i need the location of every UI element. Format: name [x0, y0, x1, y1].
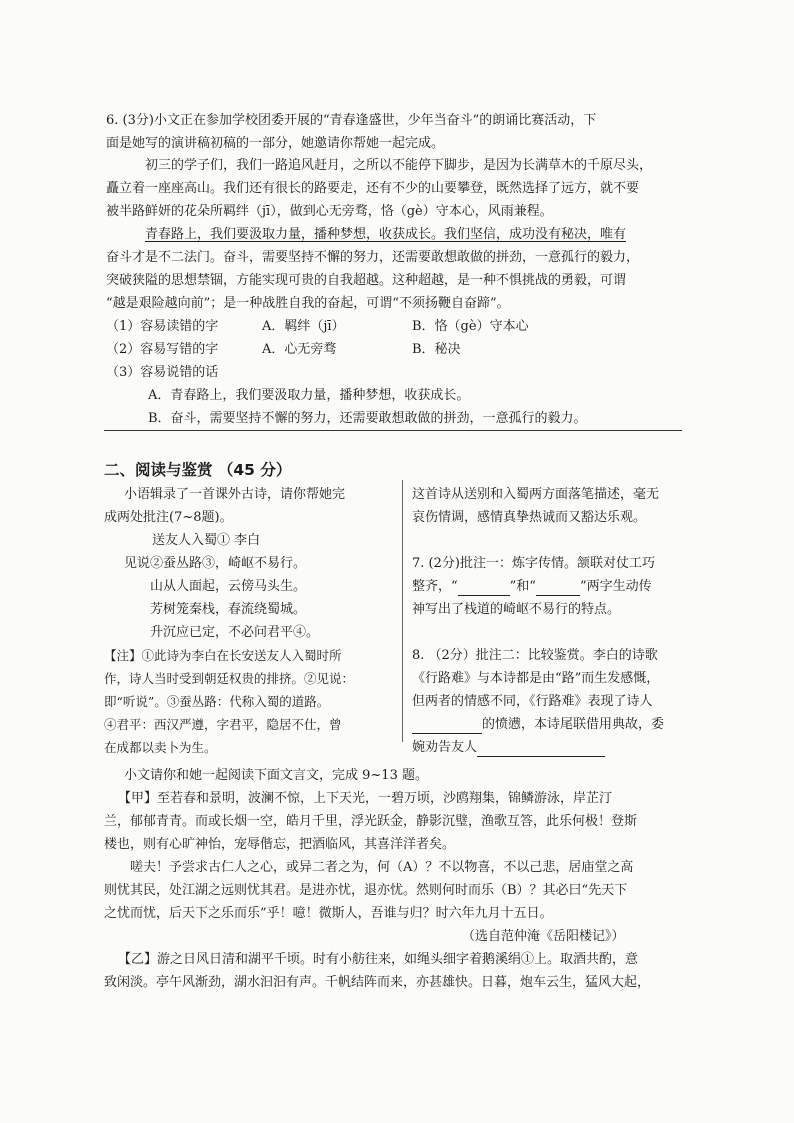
classical-intro: 小文请你和她一起阅读下面文言文，完成 9~13 题。	[124, 768, 428, 783]
q8-line5	[412, 739, 605, 757]
q6-sub2-label: （2）容易写错的字	[106, 342, 219, 357]
q7-text-b: ”和“	[509, 579, 536, 594]
q8-blank-1[interactable]	[412, 719, 482, 734]
q6-sub1-option-a: A．羁绊（jī）	[262, 319, 345, 334]
column-divider	[402, 480, 403, 742]
q7-blank-1[interactable]	[458, 581, 510, 596]
q6-para1-line1: 初三的学子们，我们一路追风赶月，之所以不能停下脚步，是因为长满草木的千原尽头，	[145, 158, 653, 173]
poem-comment-line2: 哀伤情调，感情真挚热诚而又豁达乐观。	[412, 510, 647, 525]
q6-sub1-label: （1）容易读错的字	[106, 319, 219, 334]
jia-line-2: 兰，郁郁青青。而或长烟一空，皓月千里，浮光跃金，静影沉璧，渔歌互答，此乐何极！登斯	[104, 814, 638, 829]
jia-line-1: 【甲】至若春和景明，波澜不惊，上下天光，一碧万顷，沙鸥翔集，锦鳞游泳，岸芷汀	[118, 791, 613, 806]
q8-text-a: 的愤懑，本诗尾联借用典故，委	[482, 717, 665, 732]
q6-para2-line1: 青春路上，我们要汲取力量，播种梦想，收获成长。我们坚信，成功没有秘决，唯有	[145, 227, 627, 242]
jia-line-3: 楼也，则有心旷神怡，宠辱偕忘，把酒临风，其喜洋洋者矣。	[104, 837, 456, 852]
q6-sub3-label: （3）容易说错的话	[106, 365, 219, 380]
section-heading: 二、阅读与鉴赏 （45 分）	[104, 461, 292, 479]
q6-line2: 面是她写的演讲稿初稿的一部分，她邀请你帮她一起完成。	[106, 136, 445, 151]
q6-para2-line4: “越是艰险越向前”；是一种战胜自我的奋起，可谓“不须扬鞭自奋蹄”。	[106, 296, 510, 311]
poem-intro-line2: 成两处批注(7~8题)。	[104, 510, 233, 525]
poem-note-1: 【注】①此诗为李白在长安送友人入蜀时所	[104, 648, 342, 663]
q6-para1-line3: 被半路鲜妍的花朵所羁绊（jī），做到心无旁骛，恪（gè）守本心，风雨兼程。	[106, 204, 553, 219]
q8-line4	[412, 716, 664, 734]
yi-line-1: 【乙】游之日风日清和湖平千顷。时有小舫往来，如绳头细字着鹅溪绢①上。取酒共酌，意	[118, 952, 639, 967]
poem-note-3: 即“听说”。③蚕丛路：代称入蜀的道路。	[104, 694, 330, 709]
q6-sub2-option-b: B．秘决	[412, 342, 461, 357]
poem-note-4: ④君平：西汉严遵，字君平，隐居不仕，曾	[104, 717, 342, 732]
q6-sub2-option-a: A．心无旁骛	[262, 342, 337, 357]
poem-comment-line1: 这首诗从送别和入蜀两方面落笔描述，毫无	[412, 487, 660, 502]
q6-para2-line2: 奋斗才是不二法门。奋斗，需要坚持不懈的努力，还需要敢想敢做的拼劲，一意孤行的毅力，	[106, 250, 640, 265]
poem-line-1: 见说②蚕丛路③，崎岖不易行。	[124, 556, 307, 571]
q6-line1: 6. (3分)小文正在参加学校团委开展的“青春逢盛世，少年当奋斗”的朗诵比赛活动，下	[106, 113, 597, 128]
poem-intro-line1: 小语辑录了一首课外古诗，请你帮她完	[124, 487, 346, 502]
q8-line1: 8. （2分）批注二：比较鉴赏。李白的诗歌	[412, 648, 658, 663]
poem-line-4: 升沉应已定，不必问君平④。	[150, 625, 320, 640]
q7-blank-2[interactable]	[536, 581, 580, 596]
q7-line2	[412, 578, 652, 596]
jia-line-5: 则忧其民，处江湖之远则忧其君。是进亦忧，退亦忧。然则何时而乐（B）？其必曰“先天下	[104, 883, 628, 898]
q7-line1: 7. (2分)批注一：炼字传情。颔联对仗工巧	[412, 556, 655, 571]
jia-line-4: 嗟夫！予尝求古仁人之心，或异二者之为，何（A）？不以物喜，不以己悲，居庙堂之高	[130, 860, 634, 875]
poem-line-3: 芳树笼秦栈，春流绕蜀城。	[150, 602, 307, 617]
q7-text-a: 整齐，“	[412, 579, 458, 594]
poem-title: 送友人入蜀① 李白	[152, 533, 261, 548]
q6-sub3-option-b: B．奋斗，需要坚持不懈的努力，还需要敢想敢做的拼劲，一意孤行的毅力。	[148, 411, 587, 426]
q7-line3: 神写出了栈道的崎岖不易行的特点。	[412, 602, 621, 617]
q6-para2-line3: 突破狭隘的思想禁锢，方能实现可贵的自我超越。这种超越，是一种不惧挑战的勇毅，可谓	[106, 273, 627, 288]
q8-line2: 《行路难》与本诗都是由“路”而生发感慨，	[412, 671, 660, 686]
jia-source: （选自范仲淹《岳阳楼记》）	[462, 929, 625, 944]
poem-line-2: 山从人面起，云傍马头生。	[150, 579, 307, 594]
q8-line3: 但两者的情感不同，《行路难》表现了诗人	[412, 694, 653, 709]
q6-sub1-option-b: B．恪（gè）守本心	[412, 319, 529, 334]
poem-note-2: 作，诗人当时受到朝廷权贵的排挤。②见说：	[104, 671, 355, 686]
poem-note-5: 在成都以卖卜为生。	[104, 740, 217, 755]
jia-line-6: 之忧而忧，后天下之乐而乐”乎！噫！微斯人，吾谁与归？时六年九月十五日。	[104, 906, 553, 921]
q6-sub3-option-a: A．青春路上，我们要汲取力量，播种梦想，收获成长。	[148, 388, 470, 403]
q7-text-c: ”两字生动传	[579, 579, 652, 594]
q8-text-b: 婉劝告友人	[412, 740, 478, 755]
yi-line-2: 致闲淡。亭午风渐劲，湖水汩汩有声。千帆结阵而来，亦甚雄快。日暮，炮车云生，猛风大起，	[104, 975, 651, 990]
section-divider	[104, 430, 682, 431]
q6-para1-line2: 矗立着一座座高山。我们还有很长的路要走，还有不少的山要攀登，既然选择了远方，就不要	[106, 181, 640, 196]
q8-blank-2[interactable]	[477, 742, 605, 757]
